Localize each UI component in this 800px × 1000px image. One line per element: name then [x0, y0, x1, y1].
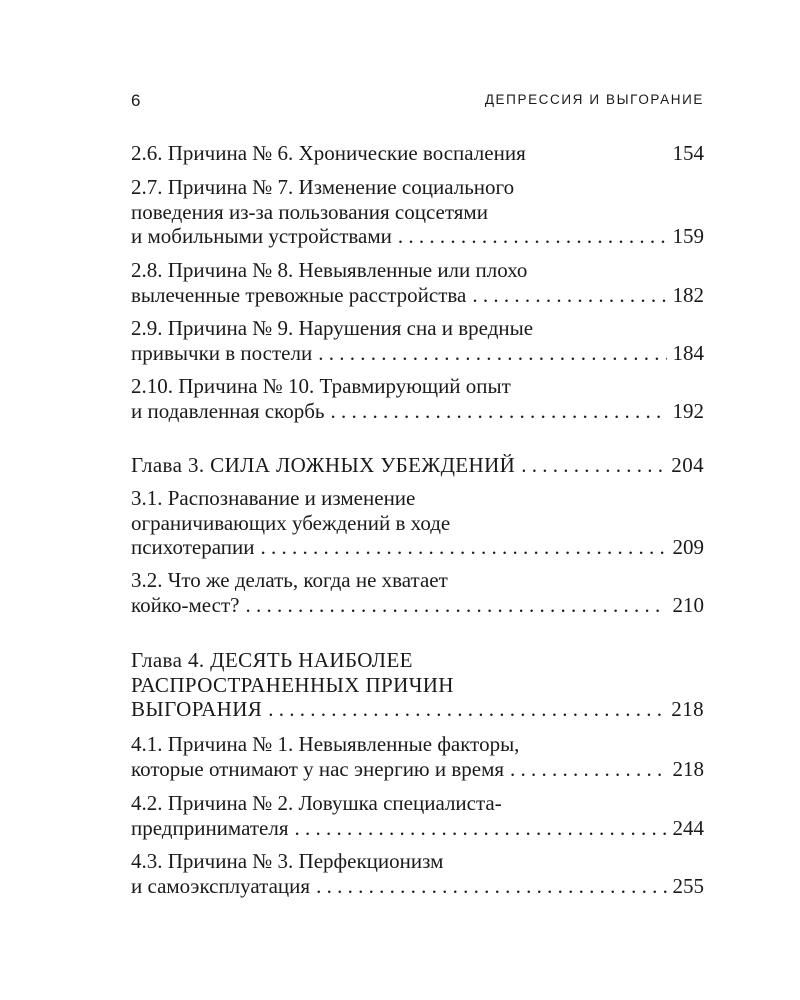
toc-page-number: 192: [672, 398, 704, 423]
toc-entry-text: привычки в постели: [131, 340, 313, 365]
toc-entry-text: 2.8. Причина № 8. Невыявленные или плохо: [131, 258, 528, 282]
dot-leader: [260, 535, 666, 560]
toc-page-number: 209: [672, 535, 704, 559]
dot-leader: [318, 341, 666, 366]
toc-chapter-title: Глава 3. СИЛА ЛОЖНЫХ УБЕЖДЕНИЙ: [131, 453, 516, 477]
toc-entry-text: 3.1. Распознавание и изменение: [131, 486, 416, 510]
toc-entry: [131, 486, 704, 560]
toc-entry-text: поведения из-за пользования соцсетями: [131, 199, 488, 224]
toc-entry-text: 3.2. Что же делать, когда не хватает: [131, 568, 448, 592]
dot-leader: [331, 399, 667, 424]
toc-entry-text: 4.1. Причина № 1. Невыявленные факторы,: [131, 732, 520, 756]
toc-entry: [131, 316, 704, 365]
toc-page-number: 218: [672, 756, 704, 781]
toc-chapter-title: РАСПРОСТРАНЕННЫХ ПРИЧИН: [131, 672, 454, 697]
dot-leader: [294, 816, 666, 841]
toc-page-number: 159: [672, 224, 704, 248]
toc-page-number: 218: [671, 697, 704, 721]
toc-entry: [131, 258, 704, 307]
toc-page-number: 255: [672, 873, 704, 898]
toc-entry-text: 4.3. Причина № 3. Перфекционизм: [131, 849, 444, 873]
toc-page-number: 184: [672, 340, 704, 365]
toc-page-number: 182: [672, 282, 704, 307]
toc-entry-text: 2.6. Причина № 6. Хронические воспаления: [131, 141, 526, 165]
dot-leader: [472, 283, 666, 308]
toc-entry-text: и самоэксплуатация: [131, 873, 311, 898]
toc-chapter-entry: [131, 453, 704, 478]
toc-entry-text: которые отнимают у нас энергию и время: [131, 756, 505, 781]
toc-entry-text: и подавленная скорбь: [131, 398, 325, 423]
toc-page-number: 204: [671, 453, 704, 477]
toc-entry: [131, 175, 704, 249]
toc-entry-text: предпринимателя: [131, 815, 289, 840]
toc-entry-text: койко-мест?: [131, 592, 240, 617]
page-number: 6: [131, 91, 141, 110]
dot-leader: [316, 874, 666, 899]
toc-entry-text: вылеченные тревожные расстройства: [131, 282, 467, 307]
toc-entry: [131, 568, 704, 617]
toc-entry: [131, 791, 704, 840]
toc-page-number: 244: [672, 815, 704, 840]
toc-chapter-entry: [131, 648, 704, 722]
page-header: [131, 91, 704, 115]
dot-leader: [521, 453, 665, 478]
toc-page-number: 210: [672, 592, 704, 617]
dot-leader: [510, 757, 666, 782]
toc-entry-text: 2.7. Причина № 7. Изменение социального: [131, 175, 515, 199]
running-title: ДЕПРЕССИЯ И ВЫГОРАНИЕ: [484, 92, 704, 107]
toc-entry: [131, 141, 704, 166]
toc-chapter-title: ВЫГОРАНИЯ: [131, 697, 263, 721]
toc-entry: [131, 849, 704, 898]
toc-entry-text: и мобильными устройствами: [131, 224, 392, 248]
toc-entry-text: 4.2. Причина № 2. Ловушка специалиста-: [131, 791, 502, 815]
toc-entry-text: 2.10. Причина № 10. Травмирующий опыт: [131, 374, 511, 398]
toc-chapter-title: Глава 4. ДЕСЯТЬ НАИБОЛЕЕ: [131, 648, 413, 672]
toc-entry: [131, 732, 704, 781]
toc-entry-text: ограничивающих убеждений в ходе: [131, 510, 451, 535]
toc-entry-text: психотерапии: [131, 535, 255, 559]
dot-leader: [268, 697, 665, 722]
toc-entry-text: 2.9. Причина № 9. Нарушения сна и вредные: [131, 316, 534, 340]
toc-entry: [131, 374, 704, 423]
dot-leader: [398, 224, 667, 249]
dot-leader: [245, 593, 666, 618]
toc-page-number: 154: [672, 141, 704, 165]
